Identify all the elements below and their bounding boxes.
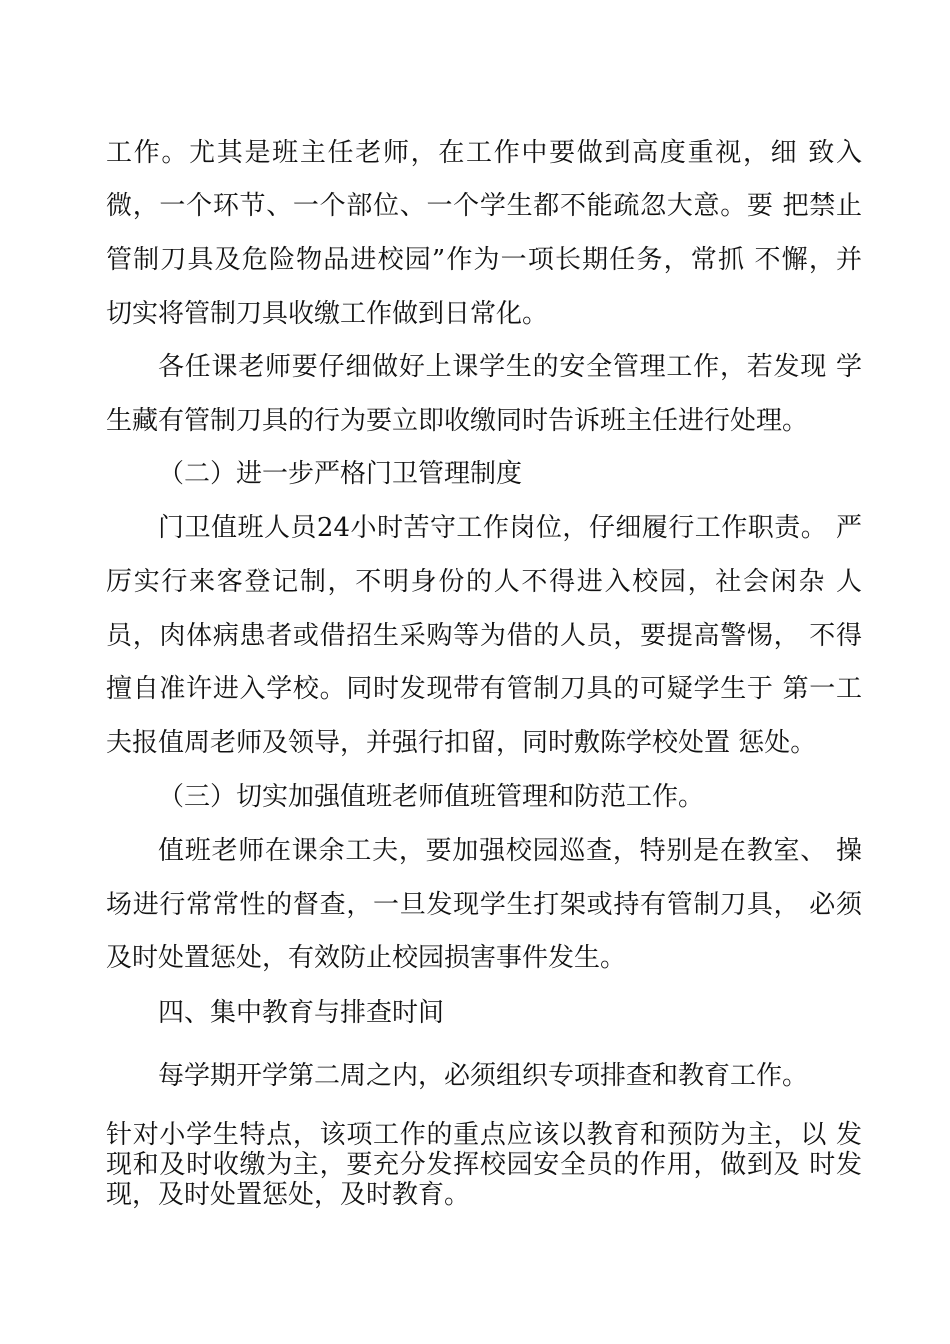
paragraph-line: 工作。尤其是班主任老师，在工作中要做到高度重视，细 致入 xyxy=(106,138,862,168)
section-heading: （二）进一步严格门卫管理制度 xyxy=(158,459,523,489)
section-heading: （三）切实加强值班老师值班管理和防范工作。 xyxy=(158,782,705,812)
paragraph-line: 现和及时收缴为主，要充分发挥校园安全员的作用，做到及 时发 xyxy=(106,1150,862,1180)
paragraph-line: 员，肉体病患者或借招生采购等为借的人员，要提高警惕， 不得 xyxy=(106,621,862,651)
paragraph-line: 每学期开学第二周之内，必须组织专项排查和教育工作。 xyxy=(158,1061,809,1091)
paragraph-line: 管制刀具及危险物品进校园”作为一项长期任务，常抓 不懈，并 xyxy=(106,245,862,275)
paragraph-line: 生藏有管制刀具的行为要立即收缴同时告诉班主任进行处理。 xyxy=(106,406,809,436)
paragraph-line: 及时处置惩处，有效防止校园损害事件发生。 xyxy=(106,943,627,973)
paragraph-line: 值班老师在课余工夫，要加强校园巡查，特别是在教室、 操 xyxy=(158,836,862,866)
paragraph-line: 场进行常常性的督查，一旦发现学生打架或持有管制刀具， 必须 xyxy=(106,890,862,920)
paragraph-line: 针对小学生特点，该项工作的重点应该以教育和预防为主，以 发 xyxy=(106,1120,862,1150)
paragraph-line: 各任课老师要仔细做好上课学生的安全管理工作，若发现 学 xyxy=(158,352,862,382)
paragraph-line: 切实将管制刀具收缴工作做到日常化。 xyxy=(106,299,549,329)
paragraph-line: 夫报值周老师及领导，并强行扣留，同时敷陈学校处置 惩处。 xyxy=(106,728,817,758)
paragraph-line: 现，及时处置惩处，及时教育。 xyxy=(106,1180,471,1210)
paragraph-line: 擅自准许进入学校。同时发现带有管制刀具的可疑学生于 第一工 xyxy=(106,674,862,704)
paragraph-line: 门卫值班人员24小时苦守工作岗位，仔细履行工作职责。 严 xyxy=(158,513,862,543)
section-heading: 四、集中教育与排查时间 xyxy=(158,998,445,1028)
paragraph-line: 厉实行来客登记制，不明身份的人不得进入校园，社会闲杂 人 xyxy=(106,567,862,597)
paragraph-line: 微，一个环节、一个部位、一个学生都不能疏忽大意。要 把禁止 xyxy=(106,191,862,221)
